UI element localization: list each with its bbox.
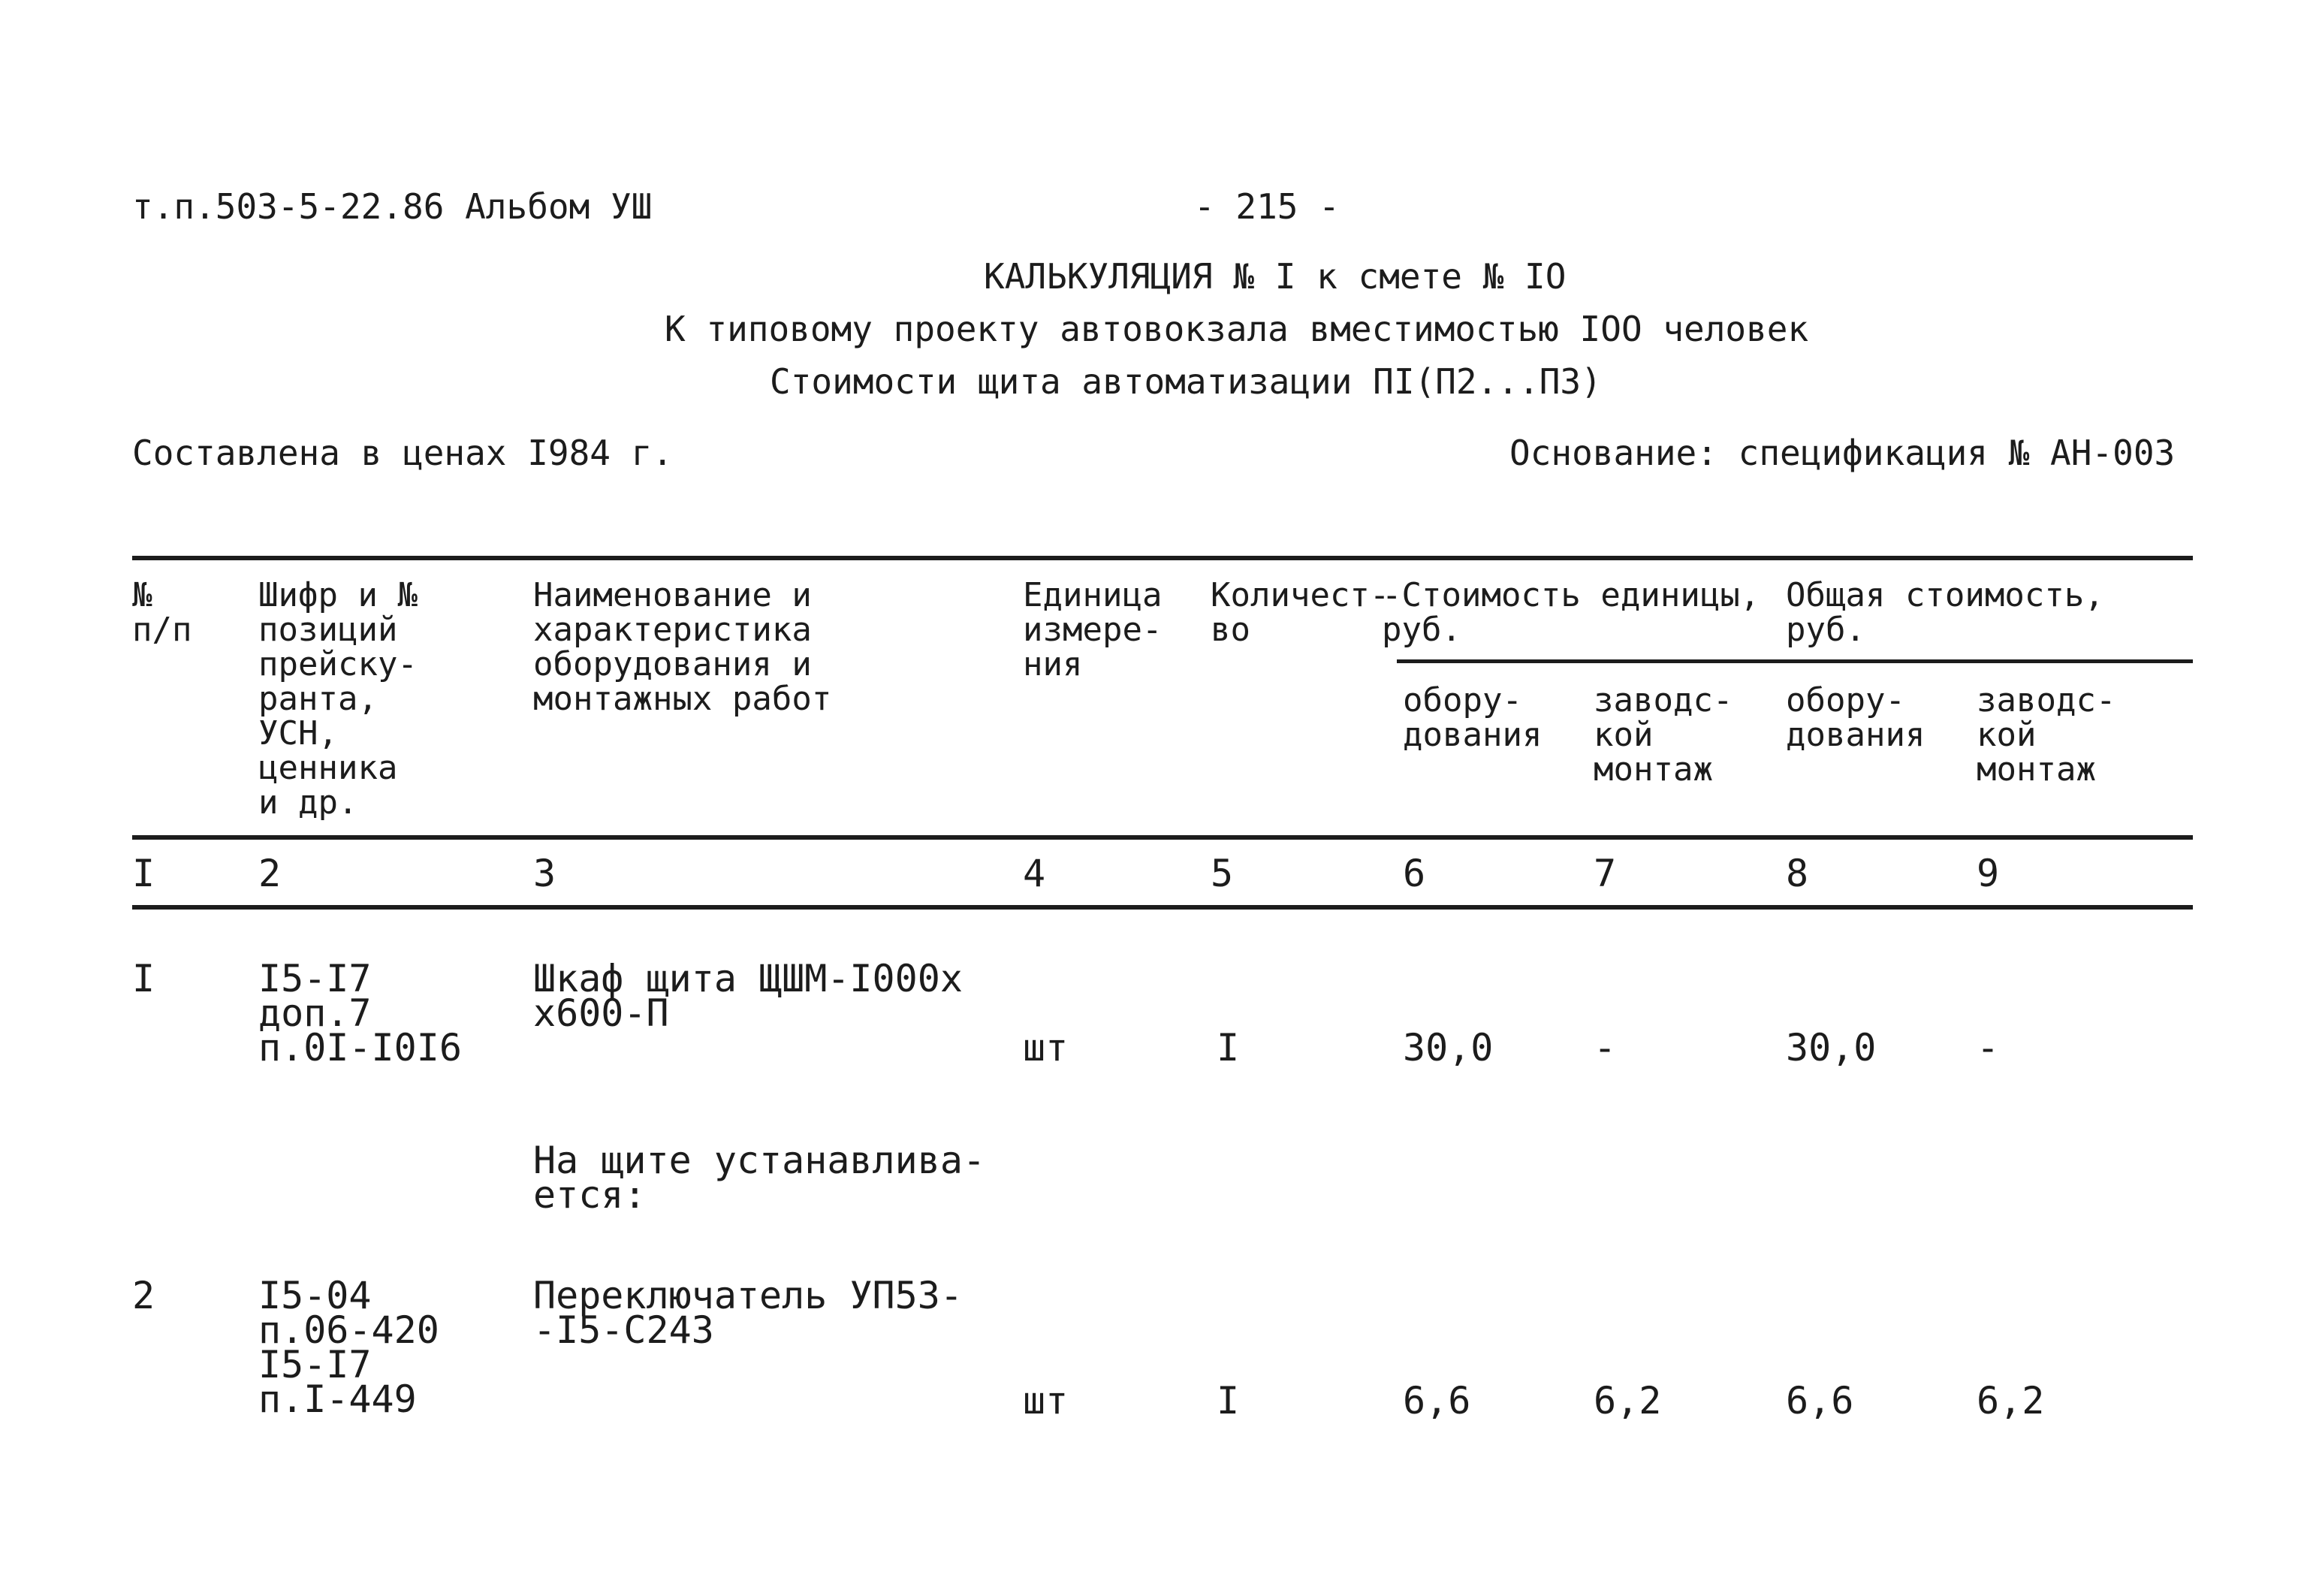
header-bottom-rule — [132, 835, 2193, 840]
row-unit: шт — [1023, 1026, 1069, 1070]
row-note: На щите устанавлива- ется: — [533, 1139, 986, 1217]
row-name: Шкаф щита ЩШМ-I000х х600-П — [533, 957, 963, 1035]
row-code: I5-04 п.06-420 I5-I7 п.I-449 — [258, 1274, 439, 1421]
row-total-equipment: 6,6 — [1786, 1379, 1854, 1423]
row-unit-equipment: 30,0 — [1403, 1026, 1494, 1070]
row-number: 2 — [132, 1274, 155, 1317]
column-number: 7 — [1594, 852, 1617, 895]
header-col-unit-equipment: обору- дования — [1403, 681, 1543, 754]
header-group-rule — [1397, 659, 2193, 663]
header-group-unit-cost: -Стоимость единицы, руб. — [1382, 576, 1760, 649]
column-number: I — [132, 852, 155, 895]
specification-basis: Основание: спецификация № АН-003 — [1509, 433, 2176, 473]
calculation-title: КАЛЬКУЛЯЦИЯ № I к смете № IO — [984, 256, 1567, 297]
table-top-rule — [132, 556, 2193, 560]
row-unit: шт — [1023, 1379, 1069, 1423]
column-number: 4 — [1023, 852, 1046, 895]
header-col-quantity: Количест- во — [1211, 576, 1390, 649]
column-number: 5 — [1211, 852, 1234, 895]
row-quantity: I — [1217, 1379, 1240, 1423]
row-code: I5-I7 доп.7 п.0I-I0I6 — [258, 957, 462, 1070]
header-col-number: № п/п — [132, 576, 192, 649]
header-col-total-mounting: заводс- кой монтаж — [1977, 681, 2116, 789]
row-total-equipment: 30,0 — [1786, 1026, 1877, 1070]
project-subtitle: К типовому проекту автовокзала вместимостью IOO человек — [665, 309, 1809, 349]
column-number: 3 — [533, 852, 556, 895]
row-unit-mounting: 6,2 — [1594, 1379, 1662, 1423]
column-number: 6 — [1403, 852, 1426, 895]
row-quantity: I — [1217, 1026, 1240, 1070]
column-number: 2 — [258, 852, 282, 895]
header-col-unit: Единица измере- ния — [1023, 576, 1163, 683]
row-number: I — [132, 957, 155, 1000]
column-number: 9 — [1977, 852, 2000, 895]
cost-subtitle: Стоимости щита автоматизации ПI(П2...П3) — [770, 361, 1602, 402]
header-col-unit-mounting: заводс- кой монтаж — [1594, 681, 1733, 789]
row-unit-mounting: - — [1594, 1026, 1617, 1070]
header-col-code: Шифр и № позиций прейску- ранта, УСН, ценника и др. — [258, 576, 418, 822]
row-total-mounting: 6,2 — [1977, 1379, 2045, 1423]
prices-basis-year: Составлена в ценах I984 г. — [132, 433, 674, 473]
document-reference: т.п.503-5-22.86 Альбом УШ — [132, 186, 653, 227]
row-total-mounting: - — [1977, 1026, 2000, 1070]
row-unit-equipment: 6,6 — [1403, 1379, 1471, 1423]
header-group-total-cost: Общая стоимость, руб. — [1786, 576, 2104, 649]
row-name: Переключатель УП53- -I5-С243 — [533, 1274, 963, 1352]
page-number: - 215 - — [1194, 186, 1340, 227]
header-col-total-equipment: обору- дования — [1786, 681, 1926, 754]
header-col-name: Наименование и характеристика оборудования и монтажных работ — [533, 576, 832, 718]
column-number: 8 — [1786, 852, 1809, 895]
column-numbers-rule — [132, 905, 2193, 910]
